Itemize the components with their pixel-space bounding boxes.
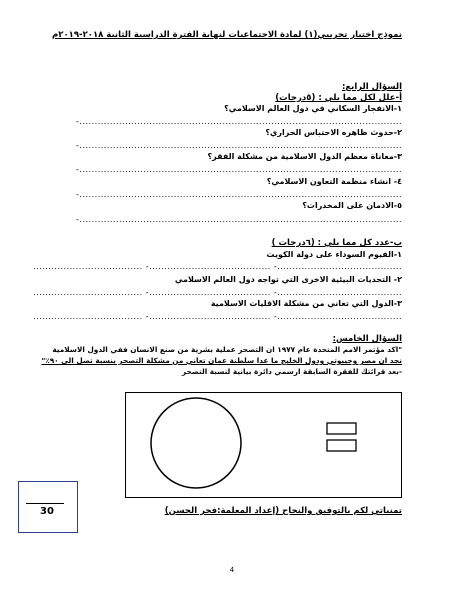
q4-a-item-4: ٤- انشاء منظمة التعاون الاسلامي؟	[266, 177, 402, 186]
q4-a-item-5: ٥-الادمان على المخدرات؟	[302, 201, 402, 210]
q4-title: السؤال الرابع:	[341, 82, 402, 92]
q4-b-item-2: ٢- التحديات البيئية الاخرى التي تواجه دول العالم الاسلامي	[174, 275, 402, 284]
score-divider	[26, 503, 64, 504]
q4-b-item-1: ١-الفيوم السوداء على دولة الكويت	[266, 250, 402, 259]
q4-b-item-3: ٣-الدول التي تعاني من مشكلة الاقليات الاسلامية	[210, 299, 402, 308]
circle-template	[126, 393, 400, 496]
q5-instruction: -بعد قرائتك للفقرة السابقة ارسمي دائرة بيانية لنسبة التصحر	[182, 367, 402, 376]
pie-chart-drawing-area	[125, 392, 402, 498]
answer-line: ..........................................................................................................-	[76, 165, 402, 174]
answer-line: ..........................................................................................................-	[76, 117, 402, 126]
q5-title: السؤال الخامس:	[332, 334, 402, 344]
answer-line: ..........................................................................................................-	[76, 190, 402, 199]
q4-part-b-title: ب-عدد كل مما يلي : (٦درجات )	[271, 238, 402, 248]
q5-paragraph-line-2: نجد ان مصر وجيبوتي ودول الخليج ما عدا سلطنة عمان تعاني من مشكلة التصحر بنسبة تصل الى ٩٠٪"	[41, 356, 402, 365]
q4-a-item-3: ٣-معاناة معظم الدول الاسلامية من مشكلة الفقر؟	[207, 152, 402, 161]
q5-paragraph-line-1: "اكد مؤتمر الامم المتحدة عام ١٩٧٧ ان التصحر عملية بشرية من صنع الانسان ففي الدول الاسلامية	[52, 345, 402, 354]
answer-line: .........................................- ........................................- ....................................	[33, 312, 402, 321]
page-number: 4	[229, 566, 235, 574]
q4-a-item-1: ١-الانفجار السكاني في دول العالم الاسلامي؟	[224, 104, 402, 113]
answer-line: .........................................- ........................................- ....................................	[33, 262, 402, 271]
answer-line: ..........................................................................................................-	[76, 215, 402, 224]
answer-line: .........................................- ........................................- ....................................	[33, 288, 402, 297]
q4-a-item-2: ٢-حدوث ظاهره الاحتباس الحراري؟	[265, 128, 402, 137]
footer-note: تمنياتي لكم بالتوفيق والنجاح (إعداد المعلمة:فجر الحسن)	[164, 506, 402, 516]
total-score: 30	[40, 506, 54, 517]
answer-line: ..........................................................................................................-	[76, 141, 402, 150]
q4-part-a-title: أ-علل لكل مما يلي : (٥درجات)	[275, 93, 402, 103]
page-header: نموذج اختبار تجريبي(١) لمادة الاجتماعيات لنهاية الفترة الدراسية الثانية ٢٠١٨-٢٠١٩م	[52, 30, 402, 40]
